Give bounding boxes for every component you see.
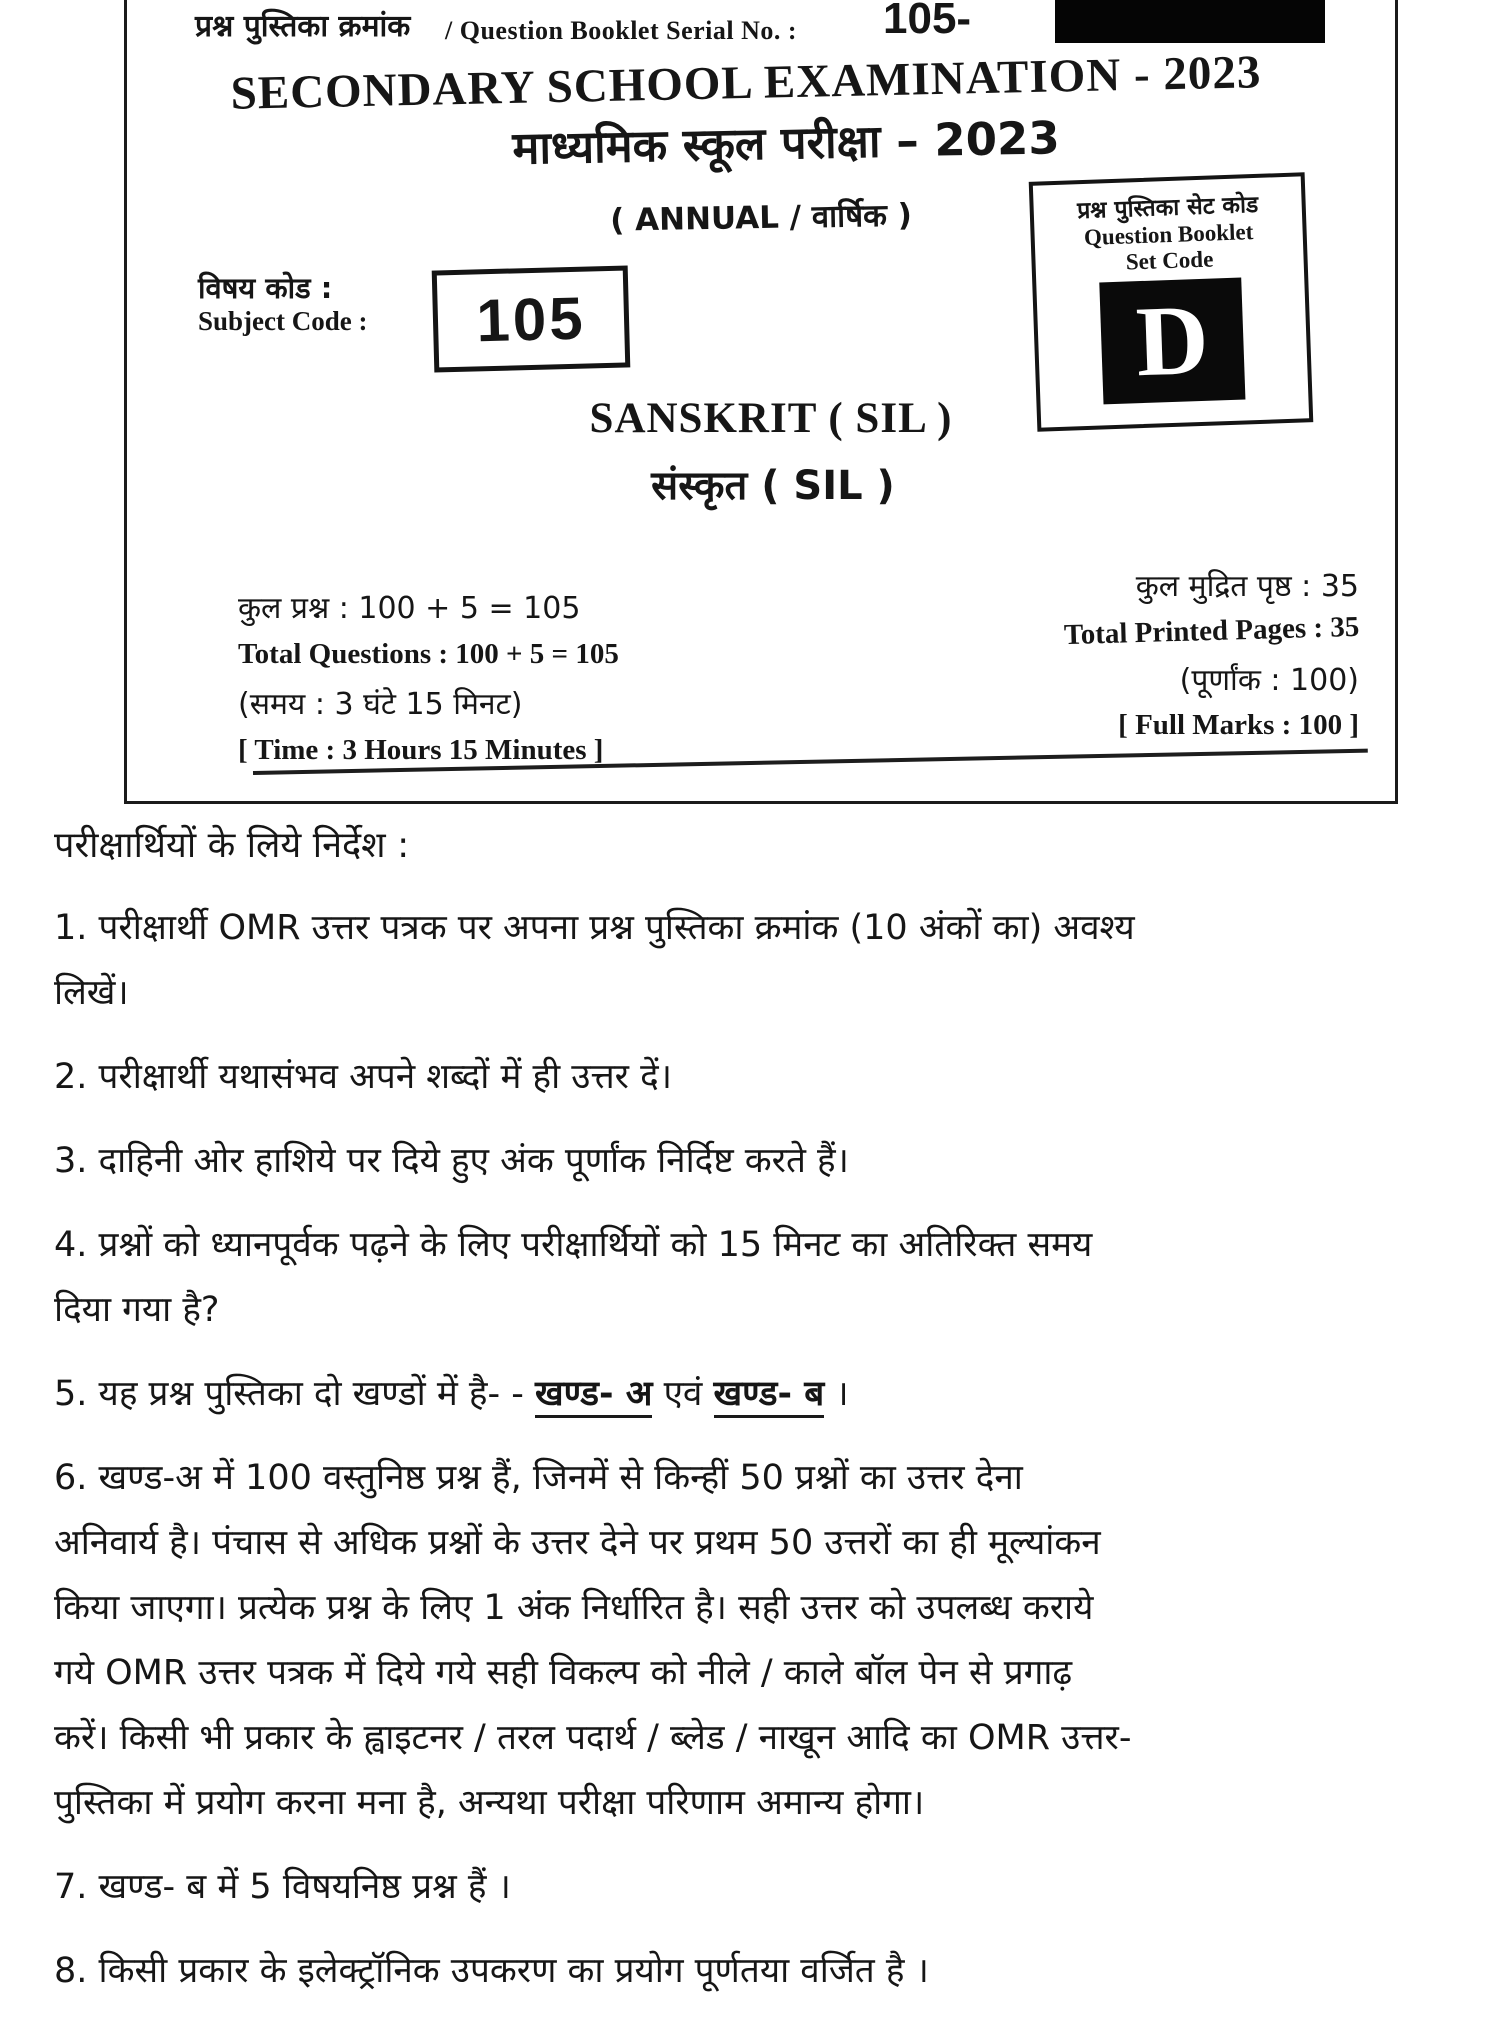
subject-code-label-hindi: विषय कोड : <box>198 271 333 305</box>
underlined-section-name: खण्ड- अ <box>535 1374 652 1418</box>
instruction-item-8 <box>54 1939 1477 2004</box>
annual-line: ( ANNUAL / वार्षिक ) <box>609 197 913 239</box>
serial-label-hindi: प्रश्न पुस्तिका क्रमांक <box>195 9 411 44</box>
subject-code-label-english: Subject Code : <box>198 306 368 336</box>
instruction-line: 4. प्रश्नों को ध्यानपूर्वक पढ़ने के लिए परीक्षार्थियों को 15 मिनट का अतिरिक्त समय <box>54 1225 1093 1265</box>
exam-title-english: SECONDARY SCHOOL EXAMINATION - 2023 <box>230 46 1262 120</box>
total-questions-english: Total Questions : 100 + 5 = 105 <box>238 638 619 670</box>
instruction-line: पुस्तिका में प्रयोग करना मना है, अन्यथा परीक्षा परिणाम अमान्य होगा। <box>54 1783 925 1823</box>
instruction-item-4 <box>54 1213 1477 1343</box>
total-questions-hindi: कुल प्रश्न : 100 + 5 = 105 <box>238 591 581 626</box>
time-english: [ Time : 3 Hours 15 Minutes ] <box>238 734 604 766</box>
instructions-heading: परीक्षार्थियों के लिये निर्देश : <box>54 825 410 866</box>
instruction-line: गये OMR उत्तर पत्रक में दिये गये सही विकल्प को नीले / काले बॉल पेन से प्रगाढ़ <box>54 1653 1073 1693</box>
subject-name-english: SANSKRIT ( SIL ) <box>589 395 953 442</box>
instruction-line: 2. परीक्षार्थी यथासंभव अपने शब्दों में ही उत्तर दें। <box>54 1057 672 1097</box>
instruction-item-6 <box>54 1446 1477 1836</box>
header-box <box>124 0 1398 804</box>
instruction-line: 5. यह प्रश्न पुस्तिका दो खण्डों में है- - खण्ड- अ एवं खण्ड- ब । <box>54 1362 1477 1427</box>
set-code-label-english-line2: Set Code <box>1125 246 1214 275</box>
instruction-line: किया जाएगा। प्रत्येक प्रश्न के लिए 1 अंक निर्धारित है। सही उत्तर को उपलब्ध कराये <box>54 1588 1094 1628</box>
subject-name-hindi: संस्कृत ( SIL ) <box>651 463 895 509</box>
set-code-label-hindi: प्रश्न पुस्तिका सेट कोड <box>1076 191 1259 225</box>
full-marks-english: [ Full Marks : 100 ] <box>1118 709 1359 741</box>
printed-pages-hindi: कुल मुद्रित पृष्ठ : 35 <box>1135 569 1359 604</box>
full-marks-hindi: (पूर्णांक : 100) <box>1179 663 1359 698</box>
redacted-serial-box <box>1055 0 1325 43</box>
instructions-section <box>54 816 1477 2023</box>
instruction-item-3 <box>54 1129 1477 1194</box>
instruction-line: करें। किसी भी प्रकार के ह्वाइटनर / तरल पदार्थ / ब्लेड / नाखून आदि का OMR उत्तर- <box>54 1718 1132 1758</box>
instruction-line: लिखें। <box>54 973 129 1013</box>
set-code-letter: D <box>1099 278 1245 405</box>
instructions-list <box>54 896 1477 2004</box>
subject-code-value-box: 105 <box>432 265 631 372</box>
serial-label-english: / Question Booklet Serial No. : <box>445 16 798 45</box>
time-hindi: (समय : 3 घंटे 15 मिनट) <box>238 687 523 722</box>
instruction-line: 7. खण्ड- ब में 5 विषयनिष्ठ प्रश्न हैं । <box>54 1867 511 1907</box>
instruction-line: दिया गया है? <box>54 1290 220 1330</box>
serial-number: 105- <box>883 0 972 43</box>
set-code-label-english-line1: Question Booklet <box>1083 219 1254 250</box>
instruction-line: अनिवार्य है। पंचास से अधिक प्रश्नों के उत्तर देने पर प्रथम 50 उत्तरों का ही मूल्यांकन <box>54 1523 1101 1563</box>
instruction-line: 1. परीक्षार्थी OMR उत्तर पत्रक पर अपना प्रश्न पुस्तिका क्रमांक (10 अंकों का) अवश्य <box>54 908 1135 948</box>
totals-right-column <box>1064 564 1359 752</box>
instruction-line: 3. दाहिनी ओर हाशिये पर दिये हुए अंक पूर्णांक निर्दिष्ट करते हैं। <box>54 1141 849 1181</box>
instruction-item-7 <box>54 1855 1477 1920</box>
exam-title-hindi: माध्यमिक स्कूल परीक्षा – 2023 <box>511 111 1061 175</box>
printed-pages-english: Total Printed Pages : 35 <box>1063 610 1360 652</box>
totals-left-column <box>238 586 619 778</box>
instruction-item-2 <box>54 1045 1477 1110</box>
instruction-item-1 <box>54 896 1477 1026</box>
set-code-box <box>1029 172 1314 431</box>
underlined-section-name: खण्ड- ब <box>714 1374 825 1418</box>
instruction-item-5 <box>54 1362 1477 1427</box>
instruction-line: 6. खण्ड-अ में 100 वस्तुनिष्ठ प्रश्न हैं, जिनमें से किन्हीं 50 प्रश्नों का उत्तर देना <box>54 1458 1023 1498</box>
instruction-line: 8. किसी प्रकार के इलेक्ट्रॉनिक उपकरण का प्रयोग पूर्णतया वर्जित है । <box>54 1951 929 1991</box>
